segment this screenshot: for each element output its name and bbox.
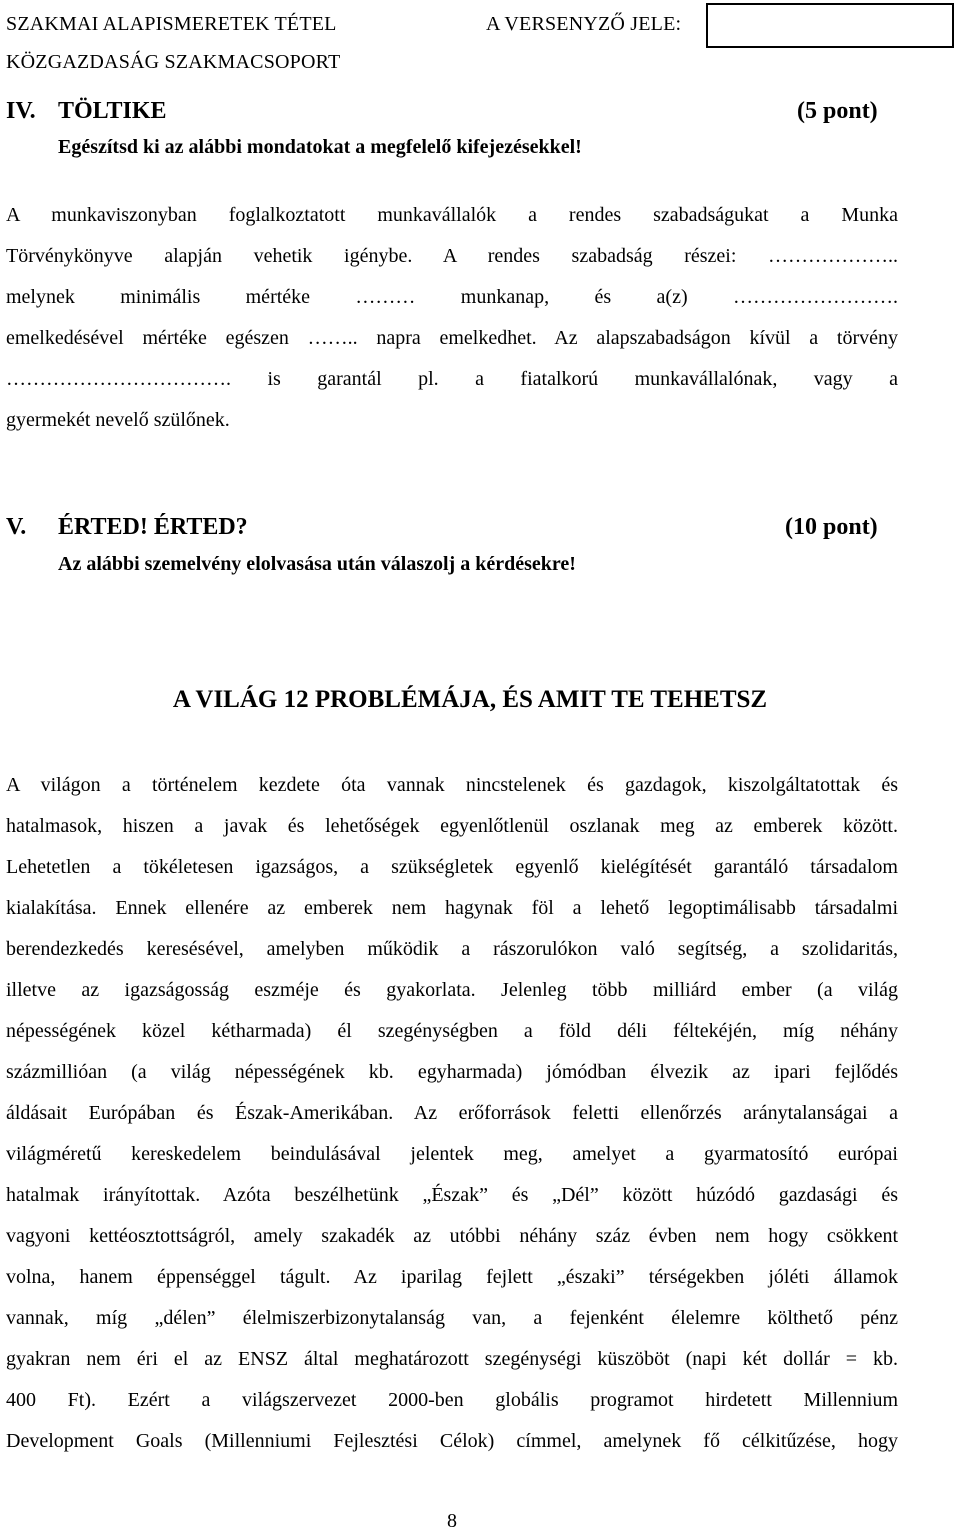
contestant-code-box[interactable] [706, 3, 954, 48]
article-line: vagyoni kettéosztottságról, amely szakadék az utóbbi néhány száz évben nem hogy csökkent [6, 1225, 898, 1247]
article-line: világméretű kereskedelem beindulásával jelentek meg, amelyet a gyarmatosító európai [6, 1143, 898, 1165]
article-line: 400 Ft). Ezért a világszervezet 2000-ben globális programot hirdetett Millennium [6, 1389, 898, 1411]
article-line: volna, hanem éppenséggel tágult. Az iparilag fejlett „északi” térségekben jóléti államok [6, 1266, 898, 1288]
section4-line: gyermekét nevelő szülőnek. [6, 409, 230, 431]
article-line: népességének közel kétharmada) él szegénységben a föld déli féltekéjén, míg néhány [6, 1020, 898, 1042]
article-line: vannak, míg „délen” élelmiszerbizonytalanság van, a fejenként élelemre költhető pénz [6, 1307, 898, 1329]
section4-line: Törvénykönyve alapján vehetik igénybe. A rendes szabadság részei: ……………….. [6, 245, 898, 267]
section4-title: TÖLTIKE [58, 98, 167, 124]
header-contestant-label: A VERSENYZŐ JELE: [486, 13, 682, 35]
article-line: áldásait Európában és Észak-Amerikában. Az erőforrások feletti ellenőrzés aránytalanságai a [6, 1102, 898, 1124]
section5-number: V. [6, 514, 27, 540]
article-title: A VILÁG 12 PROBLÉMÁJA, ÉS AMIT TE TEHETSZ [172, 686, 768, 713]
article-line: illetve az igazságosság eszméje és gyakorlata. Jelenleg több milliárd ember (a világ [6, 979, 898, 1001]
section4-line: ……………………………. is garantál pl. a fiatalkorú munkavállalónak, vagy a [6, 368, 898, 390]
header-left-line1: SZAKMAI ALAPISMERETEK TÉTEL [6, 13, 337, 35]
section5-instruction: Az alábbi szemelvény elolvasása után válaszolj a kérdésekre! [58, 553, 576, 575]
section5-title: ÉRTED! ÉRTED? [58, 514, 248, 540]
section4-points: (5 pont) [797, 98, 878, 124]
article-line: gyakran nem éri el az ENSZ által meghatározott szegénységi küszöböt (napi két dollár = kb. [6, 1348, 898, 1370]
article-line: Lehetetlen a tökéletesen igazságos, a szükségletek egyenlő kielégítését garantáló társadalom [6, 856, 898, 878]
section5-points: (10 pont) [785, 514, 878, 540]
article-line: százmillióan (a világ népességének kb. egyharmada) jómódban élvezik az ipari fejlődés [6, 1061, 898, 1083]
article-line: hatalmasok, hiszen a javak és lehetőségek egyenlőtlenül oszlanak meg az emberek között. [6, 815, 898, 837]
article-line: berendezkedés keresésével, amelyben működik a rászorulókon való segítség, a szolidaritás, [6, 938, 898, 960]
header-left-line2: KÖZGAZDASÁG SZAKMACSOPORT [6, 51, 341, 73]
section4-number: IV. [6, 98, 36, 124]
article-line: A világon a történelem kezdete óta vannak nincstelenek és gazdagok, kiszolgáltatottak és [6, 774, 898, 796]
section4-instruction: Egészítsd ki az alábbi mondatokat a megfelelő kifejezésekkel! [58, 136, 582, 158]
section4-line: A munkaviszonyban foglalkoztatott munkavállalók a rendes szabadságukat a Munka [6, 204, 898, 226]
article-line: hatalmak irányítottak. Azóta beszélhetünk „Észak” és „Dél” között húzódó gazdasági és [6, 1184, 898, 1206]
article-line: kialakítása. Ennek ellenére az emberek nem hagynak föl a lehető legoptimálisabb társadalmi [6, 897, 898, 919]
section4-line: emelkedésével mértéke egészen …….. napra emelkedhet. Az alapszabadságon kívül a törvény [6, 327, 898, 349]
section4-line: melynek minimális mértéke ……… munkanap, és a(z) ……………………. [6, 286, 898, 308]
article-line: Development Goals (Millenniumi Fejlesztési Célok) címmel, amelynek fő célkitűzése, hogy [6, 1430, 898, 1452]
page-number: 8 [447, 1510, 457, 1532]
